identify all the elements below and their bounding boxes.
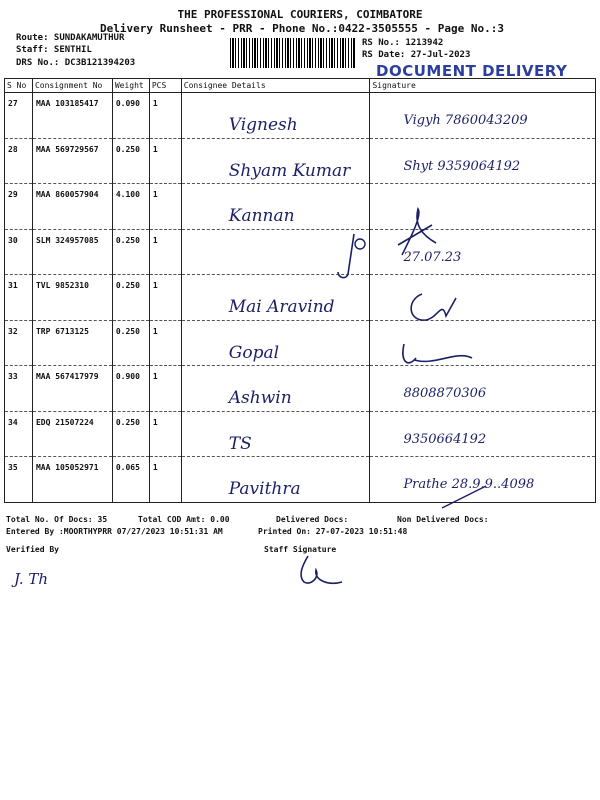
row-sno: 29 [5, 184, 33, 230]
signature-35-cancel-mark [438, 480, 490, 516]
col-pcs: PCS [149, 79, 181, 93]
total-docs: Total No. Of Docs: 35 [6, 515, 108, 524]
row-weight: 4.100 [112, 184, 149, 230]
table-row [5, 366, 596, 412]
handwritten-signature: 9350664192 [403, 431, 487, 447]
col-signature: Signature [370, 79, 596, 93]
document-delivery-stamp: DOCUMENT DELIVERY [376, 62, 568, 80]
row-sno: 27 [5, 93, 33, 139]
row-consignee-details [181, 320, 370, 366]
handwritten-signature: Shyt 9359064192 [403, 158, 521, 174]
row-pcs: 1 [149, 229, 181, 275]
col-consignee: Consignee Details [181, 79, 370, 93]
row-consignee-details [181, 184, 370, 230]
handwritten-consignee: Pavithra [228, 479, 301, 499]
handwritten-signature: Prathe 28.9.9..4098 [403, 477, 535, 492]
row-consignee-details [181, 138, 370, 184]
row-weight: 0.090 [112, 93, 149, 139]
row-consignee-details [181, 93, 370, 139]
row-signature [370, 93, 596, 139]
row-weight: 0.250 [112, 229, 149, 275]
row-sno: 28 [5, 138, 33, 184]
row-pcs: 1 [149, 93, 181, 139]
row-consignee-details [181, 366, 370, 412]
col-consignment: Consignment No [32, 79, 112, 93]
handwritten-consignee: Ashwin [228, 388, 292, 408]
row-weight: 0.250 [112, 138, 149, 184]
row-sno: 34 [5, 411, 33, 457]
handwritten-consignee: Shyam Kumar [228, 160, 351, 181]
row-pcs: 1 [149, 366, 181, 412]
entered-by: Entered By :MOORTHYPRR 07/27/2023 10:51:31 AM [6, 527, 223, 536]
row-signature [370, 411, 596, 457]
route-label: Route: SUNDAKAMUTHUR [16, 33, 125, 43]
handwritten-signature: Vigyh 7860043209 [403, 113, 528, 128]
row-pcs: 1 [149, 138, 181, 184]
table-row [5, 320, 596, 366]
col-weight: Weight [112, 79, 149, 93]
row-sno: 33 [5, 366, 33, 412]
table-row [5, 275, 596, 321]
row-sno: 35 [5, 457, 33, 503]
row-pcs: 1 [149, 457, 181, 503]
row-pcs: 1 [149, 411, 181, 457]
handwritten-consignee: TS [228, 433, 252, 454]
row-consignee-details [181, 411, 370, 457]
signature-31-scribble [402, 290, 472, 330]
table-row [5, 184, 596, 230]
drs-number: DRS No.: DC3B121394203 [16, 58, 136, 68]
table-row [5, 93, 596, 139]
staff-signature-label: Staff Signature [264, 545, 337, 554]
handwritten-consignee: Vignesh [228, 115, 298, 135]
row-sno: 31 [5, 275, 33, 321]
row-weight: 0.900 [112, 366, 149, 412]
row-sno: 30 [5, 229, 33, 275]
delivered-docs: Delivered Docs: [276, 515, 349, 524]
row-consignment-no: EDQ 21507224 [32, 411, 112, 457]
row-consignment-no: SLM 324957085 [32, 229, 112, 275]
handwritten-signature: 8808870306 [403, 386, 487, 401]
table-row [5, 411, 596, 457]
total-cod: Total COD Amt: 0.00 [138, 515, 230, 524]
row-consignee-details [181, 457, 370, 503]
row-signature [370, 138, 596, 184]
company-name: THE PROFESSIONAL COURIERS, COIMBATORE [177, 8, 423, 21]
verified-by-label: Verified By [6, 545, 59, 554]
runsheet-title: Delivery Runsheet - PRR - Phone No.:0422-3505555 - Page No.:3 [100, 22, 504, 35]
handwritten-consignee: Kannan [228, 206, 295, 226]
col-sno: S No [5, 79, 33, 93]
table-row [5, 229, 596, 275]
runsheet-table [4, 78, 596, 503]
consignee-29-mark [330, 232, 370, 282]
non-delivered-docs: Non Delivered Docs: [397, 515, 489, 524]
printed-on: Printed On: 27-07-2023 10:51:48 [258, 527, 408, 536]
verified-initials: J. Th [14, 570, 49, 588]
row-weight: 0.250 [112, 275, 149, 321]
signature-29-scribble [392, 205, 442, 265]
row-pcs: 1 [149, 184, 181, 230]
row-weight: 0.065 [112, 457, 149, 503]
staff-signature-scribble [290, 552, 350, 590]
staff-label: Staff: SENTHIL [16, 45, 92, 55]
table-header-row [5, 79, 596, 93]
barcode [230, 38, 356, 68]
handwritten-signature: 27.07.23 [403, 249, 462, 265]
row-consignment-no: MAA 860057904 [32, 184, 112, 230]
signature-32-scribble [396, 336, 476, 376]
row-pcs: 1 [149, 320, 181, 366]
row-consignment-no: MAA 105052971 [32, 457, 112, 503]
row-consignment-no: MAA 569729567 [32, 138, 112, 184]
row-sno: 32 [5, 320, 33, 366]
row-consignment-no: MAA 567417979 [32, 366, 112, 412]
row-pcs: 1 [149, 275, 181, 321]
row-consignment-no: MAA 103185417 [32, 93, 112, 139]
table-row [5, 138, 596, 184]
rs-number: RS No.: 1213942 [362, 38, 444, 48]
handwritten-consignee: Gopal [228, 342, 280, 363]
table-row [5, 457, 596, 503]
row-weight: 0.250 [112, 411, 149, 457]
row-weight: 0.250 [112, 320, 149, 366]
row-consignment-no: TVL 9852310 [32, 275, 112, 321]
row-consignment-no: TRP 6713125 [32, 320, 112, 366]
rs-date: RS Date: 27-Jul-2023 [362, 50, 471, 60]
handwritten-consignee: Mai Aravind [228, 297, 335, 317]
